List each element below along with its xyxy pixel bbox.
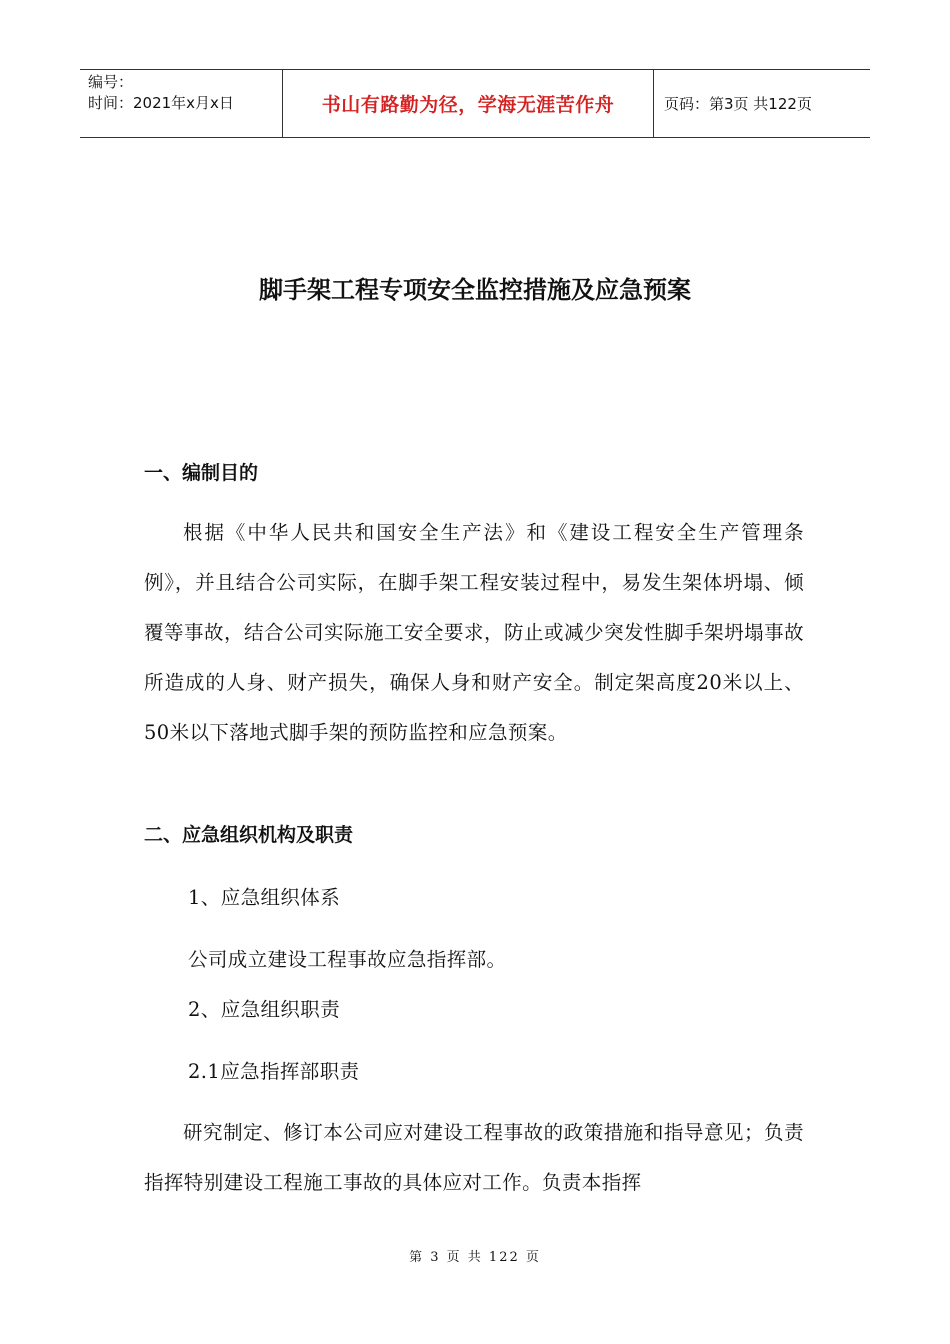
document-time-label: 时间：2021年x月x日 bbox=[88, 94, 234, 112]
header-motto: 书山有路勤为径，学海无涯苦作舟 bbox=[282, 70, 654, 137]
section-paragraph-purpose: 根据《中华人民共和国安全生产法》和《建设工程安全生产管理条例》，并且结合公司实际，在脚手架工程安装过程中，易发生架体坍塌、倾覆等事故，结合公司实际施工安全要求，防止或减少突发性脚手架坍塌事故所造成的人身、财产损失，确保人身和财产安全。制定架高度20米以上、50米以下落地式脚手架的预防监控和应急预案。 bbox=[144, 521, 804, 744]
subsection-emergency-system: 1、应急组织体系 bbox=[188, 886, 341, 909]
header-meta bbox=[80, 70, 282, 137]
section-heading-organization: 二、应急组织机构及职责 bbox=[144, 824, 354, 846]
page-footer: 第 3 页 共 122 页 bbox=[409, 1250, 541, 1265]
subsection-command-duties: 2.1应急指挥部职责 bbox=[188, 1060, 360, 1083]
document-number-label: 编号： bbox=[88, 73, 134, 91]
subsection-emergency-duties: 2、应急组织职责 bbox=[188, 998, 341, 1021]
section-paragraph-command-duties: 研究制定、修订本公司应对建设工程事故的政策措施和指导意见；负责指挥特别建设工程施工事故的具体应对工作。负责本指挥 bbox=[144, 1121, 804, 1194]
page-header bbox=[80, 69, 870, 138]
section-heading-purpose: 一、编制目的 bbox=[144, 462, 259, 484]
subsection-text-command-center: 公司成立建设工程事故应急指挥部。 bbox=[188, 948, 507, 971]
header-page-info: 页码：第3页 共122页 bbox=[664, 95, 812, 113]
document-title: 脚手架工程专项安全监控措施及应急预案 bbox=[259, 276, 691, 304]
